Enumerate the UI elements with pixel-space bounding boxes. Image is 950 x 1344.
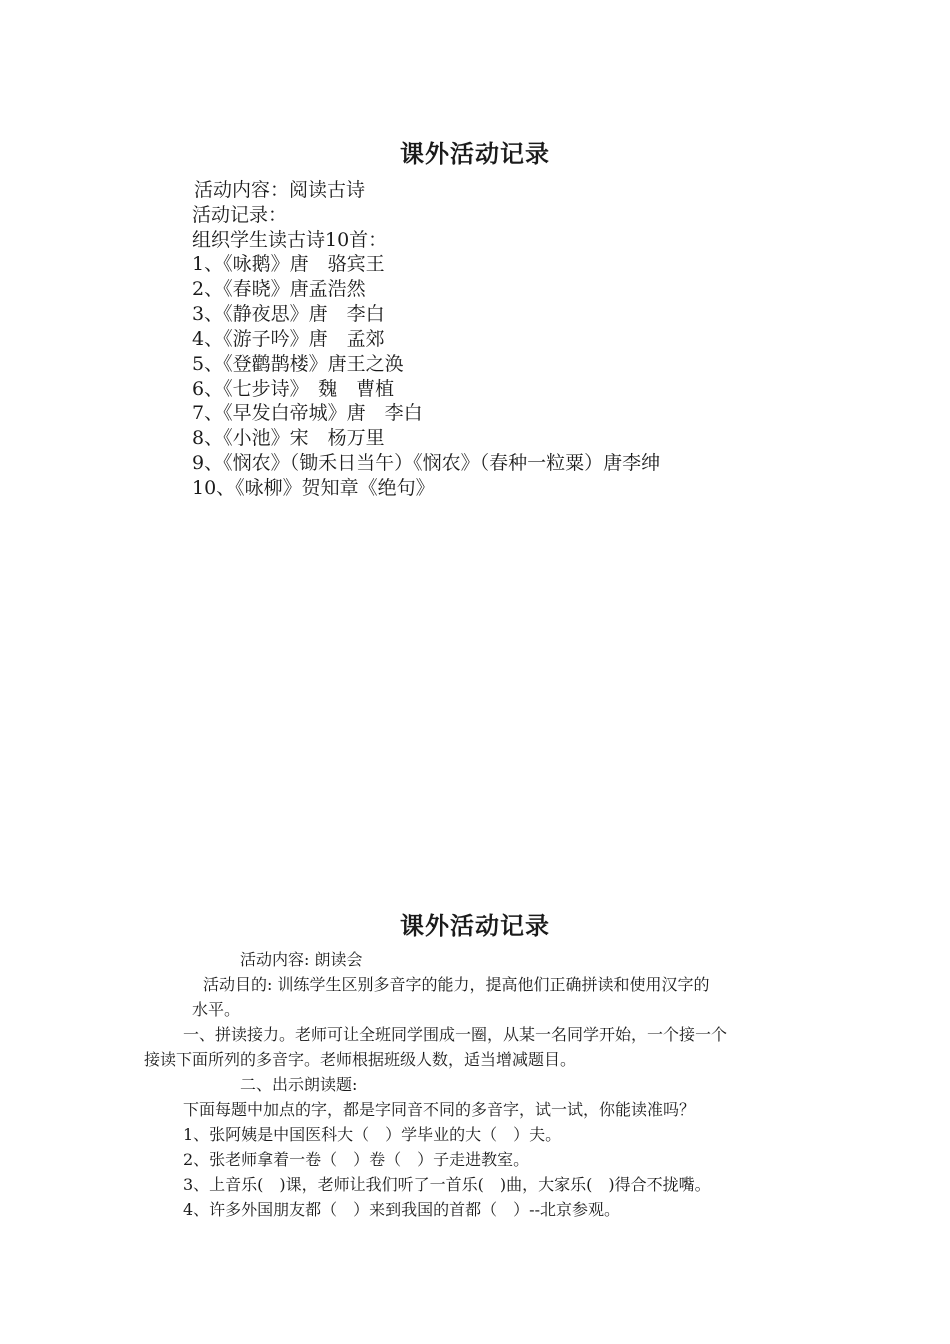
part2-intro: 下面每题中加点的字，都是字同音不同的多音字，试一试，你能读准吗？ [183,1100,696,1119]
activity-purpose-line: 活动目的: 训练学生区别多音字的能力，提高他们正确拼读和使用汉字的 [203,975,710,994]
poem-item: 4、《游子吟》唐 孟郊 [192,328,385,350]
poems-intro: 组织学生读古诗10首： [192,229,388,251]
part1-paragraph-line: 接读下面所列的多音字。老师根据班级人数，适当增减题目。 [144,1050,577,1069]
poem-item: 2、《春晓》唐孟浩然 [192,278,366,300]
question-item: 2、张老师拿着一卷（ ）卷（ ）子走进教室。 [183,1150,530,1169]
activity-record-label: 活动记录： [192,204,288,226]
activity-content-label: 活动内容：阅读古诗 [194,179,366,201]
activity-purpose-line: 水平。 [192,1000,241,1019]
page-title: 课外活动记录 [400,911,550,940]
question-item: 1、张阿姨是中国医科大（ ）学毕业的大（ ）夫。 [183,1125,562,1144]
poem-item: 8、《小池》宋 杨万里 [192,427,385,449]
poem-item: 9、《悯农》（锄禾日当午）《悯农》（春种一粒粟）唐李绅 [192,452,661,474]
poem-item: 1、《咏鹅》唐 骆宾王 [192,253,385,275]
page-title: 课外活动记录 [400,139,550,168]
poem-item: 6、《七步诗》 魏 曹植 [192,378,395,400]
part1-paragraph-line: 一、拼读接力。老师可让全班同学围成一圈，从某一名同学开始，一个接一个 [183,1025,728,1044]
poem-item: 5、《登鹳鹊楼》唐王之涣 [192,353,404,375]
poem-item: 7、《早发白帝城》唐 李白 [192,402,423,424]
poem-item: 10、《咏柳》贺知章《绝句》 [192,477,435,499]
part2-heading: 二、出示朗读题: [240,1075,358,1094]
question-item: 3、上音乐( )课，老师让我们听了一首乐( )曲，大家乐( )得合不拢嘴。 [183,1175,711,1194]
activity-content-label: 活动内容: 朗读会 [240,950,363,969]
question-item: 4、许多外国朋友都（ ）来到我国的首都（ ）--北京参观。 [183,1200,620,1219]
poem-item: 3、《静夜思》唐 李白 [192,303,385,325]
